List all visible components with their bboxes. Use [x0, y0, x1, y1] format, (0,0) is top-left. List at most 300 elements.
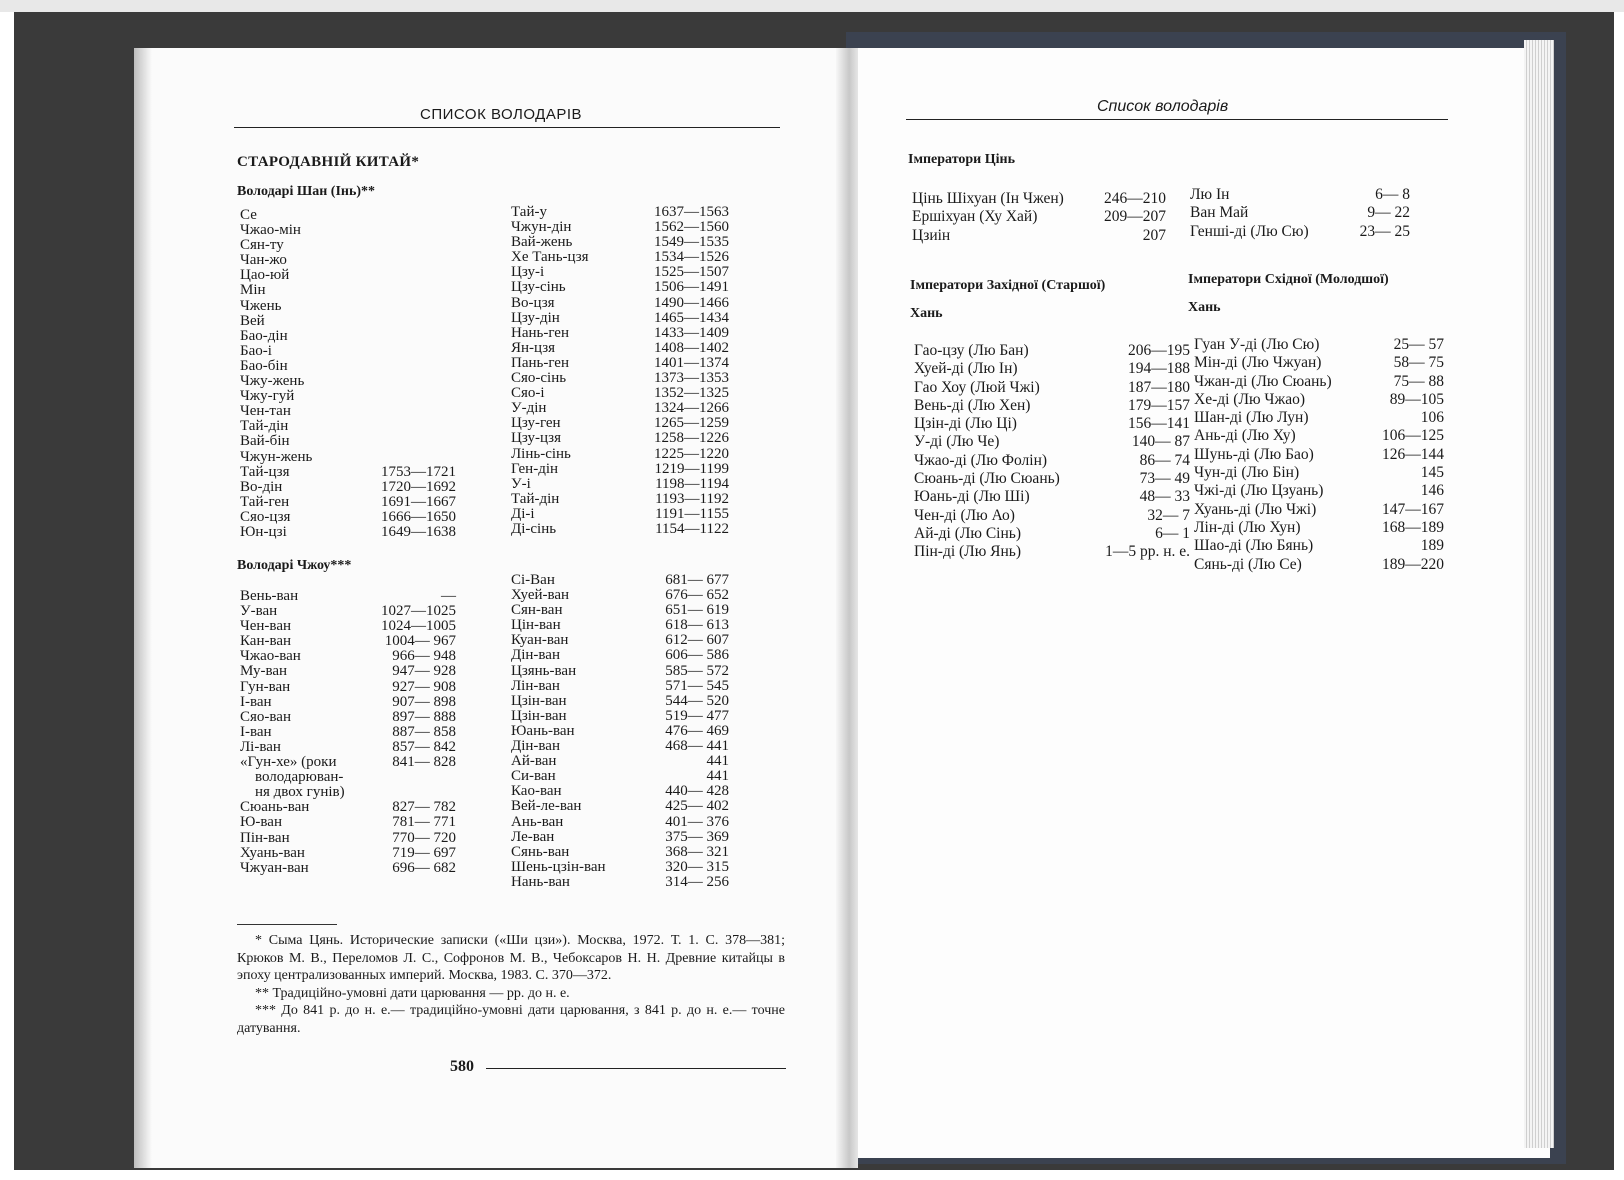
ruler-name: Ван Май — [1190, 204, 1249, 222]
ruler-name: Гао-цзу (Лю Бан) — [914, 342, 1029, 359]
reign-dates: 887— 858 — [392, 723, 456, 740]
ruler-name: Мін — [240, 282, 266, 299]
list-item — [240, 329, 456, 344]
eastern-han-list — [1194, 336, 1444, 574]
ruler-name: Тай-у — [511, 204, 547, 220]
page-number-rule — [486, 1068, 786, 1069]
qin-list-col2 — [1190, 186, 1410, 241]
reign-dates: 375— 369 — [665, 828, 729, 845]
ruler-name: Бао-дін — [240, 327, 288, 344]
ruler-name: Хуань-ван — [240, 844, 305, 861]
reign-dates — [370, 770, 456, 785]
list-item — [914, 342, 1190, 360]
reign-dates: 320— 315 — [665, 858, 729, 875]
reign-dates — [370, 419, 456, 434]
reign-dates: 1352—1325 — [654, 385, 729, 402]
reign-dates: 48— 33 — [1139, 488, 1190, 506]
list-item — [511, 416, 729, 431]
list-item — [511, 648, 729, 663]
ruler-name: Ле-ван — [511, 828, 555, 845]
list-item — [511, 664, 729, 679]
reign-dates: 519— 477 — [665, 707, 729, 724]
reign-dates: 146 — [1420, 482, 1444, 500]
list-item — [240, 359, 456, 374]
ruler-name: Цзін-ді (Лю Ці) — [914, 415, 1017, 433]
list-item — [240, 619, 456, 634]
reign-dates — [370, 253, 456, 268]
ruler-name: Цзиін — [912, 226, 951, 244]
reign-dates: 32— 7 — [1147, 506, 1190, 524]
list-item — [240, 634, 456, 649]
ruler-name: Во-дін — [240, 478, 283, 495]
ruler-name: Генші-ді (Лю Сю) — [1190, 222, 1309, 240]
list-item — [1190, 223, 1410, 241]
ruler-name: І-ван — [240, 693, 272, 710]
eastern-han-heading-line2: Хань — [1188, 300, 1221, 315]
ruler-name: Чен-тан — [240, 403, 291, 420]
reign-dates: 1637—1563 — [654, 204, 729, 220]
footnote-1: * Сыма Цянь. Исторические записки («Ши цзи»). Москва, 1972. Т. 1. С. 378—381; Крюков М. В., Переломов Л. С., Софронов М. В., Чебоксаров Н. Н. Древние китайцы в эпоху централизованных империй. Москва, 1983. С. 370—372. — [237, 933, 785, 983]
ruler-name: Дін-ван — [511, 738, 560, 755]
list-item — [511, 739, 729, 754]
ruler-name: Ді-сінь — [511, 520, 557, 537]
list-item — [914, 415, 1190, 433]
list-item — [240, 223, 456, 238]
ruler-name: Сяо-сінь — [511, 370, 567, 387]
ruler-name: Юань-ван — [511, 722, 575, 739]
reign-dates: 425— 402 — [665, 798, 729, 815]
list-item — [240, 664, 456, 679]
reign-dates: 1265—1259 — [654, 415, 729, 432]
ruler-name: Шан-ді (Лю Лун) — [1194, 409, 1309, 427]
reign-dates: 441 — [706, 753, 729, 770]
reign-dates — [370, 283, 456, 298]
reign-dates: 696— 682 — [392, 859, 456, 876]
ruler-name: Юань-ді (Лю Ші) — [914, 488, 1030, 506]
footnote-rule — [237, 924, 337, 925]
reign-dates: 1—5 рр. н. е. — [1105, 543, 1190, 561]
ruler-name: Хе Тань-цзя — [511, 249, 589, 266]
reign-dates — [370, 329, 456, 344]
list-item — [240, 510, 456, 525]
ruler-name: Се — [240, 207, 257, 223]
footnotes — [237, 932, 785, 1037]
eastern-han-heading — [1188, 266, 1389, 322]
ruler-name: Чан-жо — [240, 252, 287, 269]
list-item — [914, 397, 1190, 415]
list-item — [511, 492, 729, 507]
list-item — [240, 525, 456, 540]
footnote-2: ** Традиційно-умовні дати царювання — рр. до н. е. — [255, 985, 570, 1001]
reign-dates: 106 — [1420, 409, 1444, 427]
reign-dates: 1753—1721 — [381, 463, 456, 480]
list-item — [240, 831, 456, 846]
list-item — [240, 374, 456, 389]
ruler-name: Чжі-ді (Лю Цзуань) — [1194, 482, 1324, 500]
ruler-name: Бао-і — [240, 342, 272, 359]
list-item — [240, 680, 456, 695]
list-item — [511, 280, 729, 295]
list-item — [511, 250, 729, 265]
list-item — [511, 588, 729, 603]
reign-dates: 1534—1526 — [654, 249, 729, 266]
shang-heading: Володарі Шан (Інь)** — [237, 184, 376, 199]
ruler-name: Чен-ван — [240, 618, 291, 635]
list-item — [1194, 464, 1444, 482]
ruler-name: Цзу-і — [511, 264, 545, 281]
reign-dates — [370, 223, 456, 238]
ruler-name: Нань-ван — [511, 873, 570, 890]
list-item — [1194, 556, 1444, 574]
list-item — [240, 815, 456, 830]
reign-dates: 571— 545 — [665, 677, 729, 694]
list-item — [511, 784, 729, 799]
list-item — [1194, 354, 1444, 372]
reign-dates: 651— 619 — [665, 602, 729, 619]
ruler-name: Вай-бін — [240, 433, 290, 450]
reign-dates: 156—141 — [1128, 415, 1190, 433]
reign-dates: 841— 828 — [392, 754, 456, 771]
list-item — [240, 740, 456, 755]
ruler-name: Хуань-ді (Лю Чжі) — [1194, 500, 1317, 518]
ruler-name: Лін-ван — [511, 677, 560, 694]
reign-dates: 1649—1638 — [381, 523, 456, 540]
list-item — [240, 314, 456, 329]
page-number: 580 — [450, 1058, 474, 1075]
list-item — [1190, 204, 1410, 222]
list-item — [240, 238, 456, 253]
ruler-name: Цао-юй — [240, 267, 290, 284]
zhou-list-col1 — [240, 589, 456, 876]
list-item — [511, 709, 729, 724]
qin-heading: Імператори Цінь — [908, 152, 1015, 167]
list-item — [511, 477, 729, 492]
list-item — [240, 785, 456, 800]
ruler-name: володарюван- — [240, 769, 344, 786]
list-item — [240, 589, 456, 604]
ruler-name: Сянь-ван — [511, 843, 570, 860]
list-item — [511, 326, 729, 341]
reign-dates: 25— 57 — [1393, 336, 1444, 353]
reign-dates: 612— 607 — [665, 632, 729, 649]
list-item — [511, 296, 729, 311]
ruler-name: Ю-ван — [240, 814, 282, 831]
reign-dates: 1324—1266 — [654, 400, 729, 417]
western-han-list — [914, 342, 1190, 562]
reign-dates: 1154—1122 — [655, 520, 729, 537]
reign-dates: 907— 898 — [392, 693, 456, 710]
ruler-name: Му-ван — [240, 663, 288, 680]
ruler-name: Лін-ді (Лю Хун) — [1194, 518, 1301, 536]
reign-dates: 441 — [706, 768, 729, 785]
ruler-name: Мін-ді (Лю Чжуан) — [1194, 354, 1322, 372]
ruler-name: Сян-ван — [511, 602, 563, 619]
list-item — [511, 311, 729, 326]
ruler-name: Тай-цзя — [240, 463, 290, 480]
ruler-name: Чжу-жень — [240, 373, 305, 390]
reign-dates: 314— 256 — [665, 873, 729, 890]
ruler-name: Сі-Ван — [511, 572, 555, 588]
western-han-heading-line1: Імператори Західної (Старшої) — [910, 278, 1106, 293]
ruler-name: Чжун-дін — [511, 219, 572, 236]
list-item — [511, 769, 729, 784]
ruler-name: Пін-ван — [240, 829, 290, 846]
list-item — [912, 227, 1166, 245]
list-item — [240, 770, 456, 785]
ruler-name: Цзу-ген — [511, 415, 561, 432]
ruler-name: Чен-ді (Лю Ао) — [914, 506, 1015, 524]
ruler-name: Хе-ді (Лю Чжао) — [1194, 390, 1306, 408]
reign-dates: 1004— 967 — [384, 633, 456, 650]
page-edges — [1524, 40, 1554, 1148]
reign-dates: 58— 75 — [1393, 354, 1444, 372]
reign-dates: 6— 1 — [1155, 524, 1190, 542]
ruler-name: Чжао-ді (Лю Фолін) — [914, 451, 1048, 469]
reign-dates: 1191—1155 — [655, 505, 729, 522]
reign-dates — [370, 208, 456, 223]
western-han-heading-line2: Хань — [910, 306, 943, 321]
reign-dates: 23— 25 — [1359, 222, 1410, 240]
ruler-name: Сяо-і — [511, 385, 545, 402]
ruler-name: Чун-ді (Лю Бін) — [1194, 464, 1300, 482]
list-item — [240, 861, 456, 876]
reign-dates: 1225—1220 — [654, 445, 729, 462]
list-item — [511, 205, 729, 220]
ruler-name: У-ді (Лю Че) — [914, 433, 1000, 451]
shang-list-col1 — [240, 208, 456, 540]
reign-dates: 440— 428 — [665, 783, 729, 800]
reign-dates — [370, 450, 456, 465]
list-item — [240, 283, 456, 298]
ruler-name: «Гун-хе» (роки — [240, 754, 337, 771]
list-item — [912, 190, 1166, 208]
section-title: СТАРОДАВНІЙ КИТАЙ* — [237, 154, 420, 170]
reign-dates: 927— 908 — [392, 678, 456, 695]
ruler-name: Шень-цзін-ван — [511, 858, 606, 875]
ruler-name: Вей-ле-ван — [511, 798, 582, 815]
ruler-name: Ай-ван — [511, 753, 557, 770]
ruler-name: Цін-ван — [511, 617, 561, 634]
ruler-name: Вай-жень — [511, 234, 573, 251]
left-running-head: СПИСОК ВОЛОДАРІВ — [420, 106, 582, 123]
list-item — [240, 710, 456, 725]
reign-dates: 476— 469 — [665, 722, 729, 739]
ruler-name: Гао Хоу (Люй Чжі) — [914, 378, 1040, 396]
reign-dates: 770— 720 — [392, 829, 456, 846]
list-item — [1194, 537, 1444, 555]
reign-dates — [370, 344, 456, 359]
list-item — [914, 488, 1190, 506]
list-item — [240, 419, 456, 434]
ruler-name: Као-ван — [511, 783, 562, 800]
ruler-name: Цінь Шіхуан (Ін Чжен) — [912, 190, 1064, 207]
footnote-3: *** До 841 р. до н. е.— традиційно-умовні дати царювання, з 841 р. до н. е.— точне датування. — [237, 1003, 785, 1036]
ruler-name: Кан-ван — [240, 633, 292, 650]
reign-dates: 1490—1466 — [654, 294, 729, 311]
reign-dates: 209—207 — [1104, 208, 1166, 226]
reign-dates: 1198—1194 — [655, 475, 729, 492]
reign-dates: 1024—1005 — [381, 618, 456, 635]
list-item — [511, 507, 729, 522]
ruler-name: Ань-ді (Лю Ху) — [1194, 427, 1296, 445]
list-item — [1194, 482, 1444, 500]
ruler-name: Хуей-ді (Лю Ін) — [914, 360, 1018, 378]
reign-dates: 168—189 — [1382, 518, 1444, 536]
ruler-name: Тай-дін — [240, 418, 289, 435]
ruler-name: Вей — [240, 312, 265, 329]
reign-dates: 9— 22 — [1367, 204, 1410, 222]
list-item — [240, 344, 456, 359]
reign-dates: 606— 586 — [665, 647, 729, 664]
ruler-name: Чжан-ді (Лю Сюань) — [1194, 372, 1332, 390]
reign-dates: 89—105 — [1389, 390, 1444, 408]
ruler-name: Ань-ван — [511, 813, 564, 830]
ruler-name: Шао-ді (Лю Бянь) — [1194, 537, 1314, 555]
list-item — [511, 679, 729, 694]
list-item — [511, 573, 729, 588]
ruler-name: Шунь-ді (Лю Бао) — [1194, 445, 1314, 463]
list-item — [914, 543, 1190, 561]
list-item — [511, 815, 729, 830]
list-item — [511, 799, 729, 814]
list-item — [511, 754, 729, 769]
list-item — [240, 434, 456, 449]
reign-dates — [370, 314, 456, 329]
list-item — [240, 268, 456, 283]
ruler-name: Гун-ван — [240, 678, 291, 695]
list-item — [1194, 373, 1444, 391]
list-item — [914, 433, 1190, 451]
reign-dates: 1401—1374 — [654, 354, 729, 371]
reign-dates: 827— 782 — [392, 799, 456, 816]
list-item — [240, 465, 456, 480]
ruler-name: Сянь-ді (Лю Се) — [1194, 555, 1302, 573]
ruler-name: Гуан У-ді (Лю Сю) — [1194, 336, 1320, 353]
ruler-name: Хуей-ван — [511, 587, 570, 604]
list-item — [240, 480, 456, 495]
ruler-name: Дін-ван — [511, 647, 560, 664]
ruler-name: Юн-цзі — [240, 523, 287, 540]
reign-dates: 1433—1409 — [654, 324, 729, 341]
reign-dates: 206—195 — [1128, 342, 1190, 359]
ruler-name: Ай-ді (Лю Сінь) — [914, 524, 1022, 542]
list-item — [240, 725, 456, 740]
ruler-name: Чжун-жень — [240, 448, 313, 465]
reign-dates — [370, 785, 456, 800]
reign-dates: 1258—1226 — [654, 430, 729, 447]
western-han-heading — [910, 272, 1105, 328]
reign-dates: 966— 948 — [392, 648, 456, 665]
eastern-han-heading-line1: Імператори Східної (Молодшої) — [1188, 272, 1389, 287]
list-item — [240, 800, 456, 815]
ruler-name: Нань-ген — [511, 324, 569, 341]
ruler-name: Вень-ді (Лю Хен) — [914, 396, 1031, 414]
list-item — [511, 220, 729, 235]
list-item — [914, 360, 1190, 378]
list-item — [1194, 519, 1444, 537]
reign-dates — [370, 268, 456, 283]
reign-dates: 1666—1650 — [381, 508, 456, 525]
list-item — [240, 208, 456, 223]
list-item — [511, 401, 729, 416]
list-item — [511, 522, 729, 537]
ruler-name: Ершіхуан (Ху Хай) — [912, 208, 1038, 226]
reign-dates: — — [441, 588, 456, 604]
list-item — [511, 875, 729, 890]
ruler-name: Чжень — [240, 297, 282, 314]
reign-dates: 781— 771 — [392, 814, 456, 831]
reign-dates — [370, 434, 456, 449]
reign-dates: 681— 677 — [665, 572, 729, 588]
ruler-name: Цзін-ван — [511, 707, 567, 724]
ruler-name: Пань-ген — [511, 354, 569, 371]
list-item — [240, 389, 456, 404]
reign-dates: 126—144 — [1382, 445, 1444, 463]
list-item — [914, 507, 1190, 525]
list-item — [511, 431, 729, 446]
reign-dates: 1373—1353 — [654, 370, 729, 387]
reign-dates: 187—180 — [1128, 378, 1190, 396]
list-item — [912, 208, 1166, 226]
left-page-shadow — [134, 48, 152, 1168]
list-item — [1194, 391, 1444, 409]
list-item — [511, 235, 729, 250]
list-item — [240, 755, 456, 770]
ruler-name: Чжуан-ван — [240, 859, 309, 876]
ruler-name: У-ван — [240, 603, 278, 620]
reign-dates — [370, 359, 456, 374]
ruler-name: Сяо-цзя — [240, 508, 291, 525]
qin-list-col1 — [912, 190, 1166, 245]
reign-dates: 179—157 — [1128, 396, 1190, 414]
list-item — [240, 695, 456, 710]
left-head-rule — [234, 127, 780, 128]
list-item — [1194, 501, 1444, 519]
reign-dates: 1562—1560 — [654, 219, 729, 236]
ruler-name: У-і — [511, 475, 531, 492]
right-head-rule — [906, 119, 1448, 120]
list-item — [511, 386, 729, 401]
reign-dates: 544— 520 — [665, 692, 729, 709]
reign-dates: 1219—1199 — [654, 460, 729, 477]
list-item — [240, 404, 456, 419]
reign-dates: 1506—1491 — [654, 279, 729, 296]
reign-dates: 1691—1667 — [381, 493, 456, 510]
reign-dates — [370, 238, 456, 253]
reign-dates: 618— 613 — [665, 617, 729, 634]
ruler-name: Тай-ген — [240, 493, 290, 510]
ruler-name: Сюань-ван — [240, 799, 310, 816]
list-item — [1194, 409, 1444, 427]
reign-dates: 140— 87 — [1131, 433, 1190, 451]
list-item — [511, 845, 729, 860]
list-item — [511, 724, 729, 739]
ruler-name: Во-цзя — [511, 294, 555, 311]
list-item — [240, 649, 456, 664]
reign-dates: 147—167 — [1382, 500, 1444, 518]
reign-dates: 719— 697 — [392, 844, 456, 861]
reign-dates — [370, 404, 456, 419]
list-item — [240, 253, 456, 268]
list-item — [511, 830, 729, 845]
reign-dates: 368— 321 — [665, 843, 729, 860]
reign-dates: 189 — [1420, 537, 1444, 555]
ruler-name: У-дін — [511, 400, 547, 417]
list-item — [914, 452, 1190, 470]
ruler-name: Куан-ван — [511, 632, 569, 649]
list-item — [511, 356, 729, 371]
reign-dates: 189—220 — [1382, 555, 1444, 573]
